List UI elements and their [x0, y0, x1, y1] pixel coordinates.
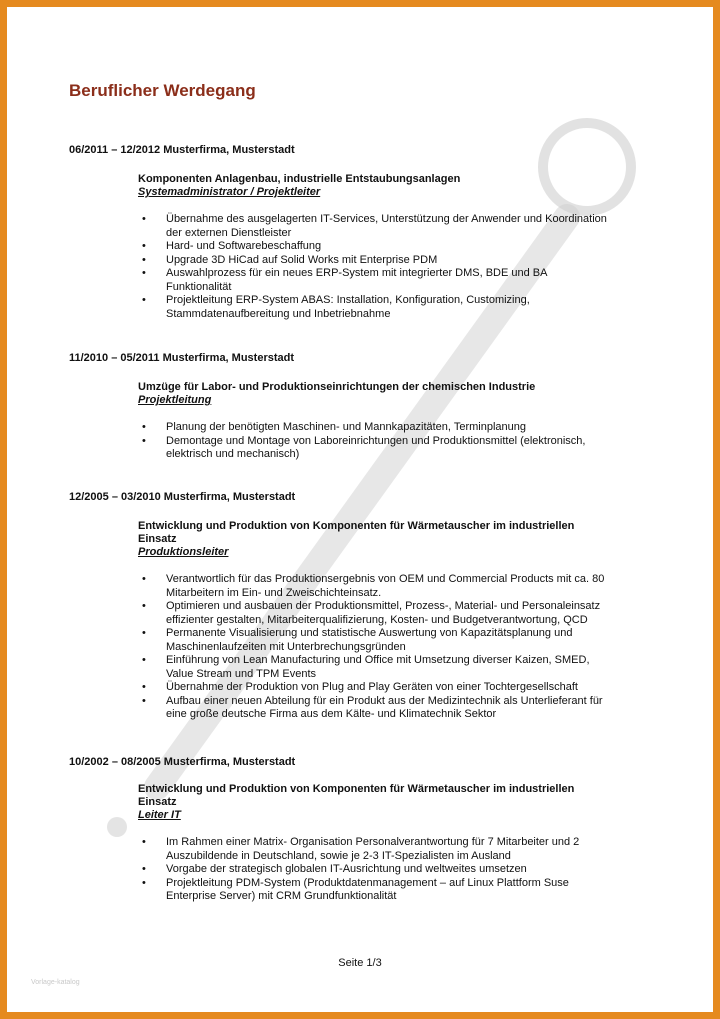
list-item: • Projektleitung ERP-System ABAS: Installation, Konfiguration, Customizing, Stammdatenaufbereitung und Inbetriebnahme — [138, 294, 659, 321]
job-role: Projektleitung — [138, 394, 212, 406]
job-entry — [69, 756, 659, 904]
job-bullet-list — [138, 573, 659, 722]
job-body — [138, 173, 659, 321]
list-item: • Projektleitung PDM-System (Produktdatenmanagement – auf Linux Plattform Suse Enterprise Server) mit CRM Grundfunktionalität — [138, 877, 659, 904]
job-role: Systemadministrator / Projektleiter — [138, 186, 321, 198]
job-role: Produktionsleiter — [138, 546, 229, 558]
job-title: Komponenten Anlagenbau, industrielle Entstaubungsanlagen — [138, 173, 461, 185]
list-item: • Optimieren und ausbauen der Produktionsmittel, Prozess-, Material- und Personaleinsatz effizienter gestalten, Mitarbeiterqualifizierung, Kosten- und Budgetverantwortung, QCD — [138, 600, 659, 627]
job-bullet-list — [138, 836, 659, 904]
list-item: • Verantwortlich für das Produktionsergebnis von OEM und Commercial Products mit ca. 80 Mitarbeitern im Ein- und Zweischichteinsatz. — [138, 573, 659, 600]
job-title: Umzüge für Labor- und Produktionseinrichtungen der chemischen Industrie — [138, 381, 536, 393]
job-title: Entwicklung und Produktion von Komponenten für Wärmetauscher im industriellen Einsatz — [138, 783, 575, 808]
job-entry — [69, 352, 659, 462]
section-heading: Beruflicher Werdegang — [69, 81, 256, 100]
list-item: • Planung der benötigten Maschinen- und Mannkapazitäten, Terminplanung — [138, 421, 659, 435]
page-number: Seite 1/3 — [338, 957, 382, 969]
corner-watermark-text: Vorlage-katalog — [31, 979, 80, 986]
job-date: 06/2011 – 12/2012 Musterfirma, Musterstadt — [69, 144, 295, 156]
list-item: • Auswahlprozess für ein neues ERP-System mit integrierter DMS, BDE und BA Funktionalität — [138, 267, 659, 294]
list-item: • Vorgabe der strategisch globalen IT-Ausrichtung und weltweites umsetzen — [138, 863, 659, 877]
list-item: • Im Rahmen einer Matrix- Organisation Personalverantwortung für 7 Mitarbeiter und 2 Auszubildende in Deutschland, sowie je 2-3 IT-Spezialisten im Ausland — [138, 836, 659, 863]
job-entry — [69, 491, 659, 722]
list-item: • Permanente Visualisierung und statistische Auswertung von Kapazitätsplanung und Maschinenlaufzeiten mit Unterbrechungsgründen — [138, 627, 659, 654]
list-item: • Einführung von Lean Manufacturing und Office mit Umsetzung diverser Kaizen, SMED, Value Stream und TPM Events — [138, 654, 659, 681]
list-item: • Übernahme der Produktion von Plug and Play Geräten von einer Tochtergesellschaft — [138, 681, 659, 695]
job-body — [138, 520, 659, 722]
list-item: • Demontage und Montage von Laboreinrichtungen und Produktionsmittel (elektronisch, elektrisch und mechanisch) — [138, 435, 659, 462]
page-frame — [7, 7, 713, 1012]
job-bullet-list — [138, 421, 659, 462]
list-item: • Übernahme des ausgelagerten IT-Services, Unterstützung der Anwender und Koordination der externen Dienstleister — [138, 213, 659, 240]
job-role: Leiter IT — [138, 809, 181, 821]
job-body — [138, 783, 659, 904]
job-date: 10/2002 – 08/2005 Musterfirma, Musterstadt — [69, 756, 296, 768]
job-date: 11/2010 – 05/2011 Musterfirma, Musterstadt — [69, 352, 295, 364]
job-body — [138, 381, 659, 462]
list-item: • Hard- und Softwarebeschaffung — [138, 240, 659, 254]
job-bullet-list — [138, 213, 659, 321]
list-item: • Aufbau einer neuen Abteilung für ein Produkt aus der Medizintechnik als Unterlieferant für eine große deutsche Firma aus dem Kälte- und Klimatechnik Sektor — [138, 695, 659, 722]
job-entry — [69, 144, 659, 321]
job-title: Entwicklung und Produktion von Komponenten für Wärmetauscher im industriellen Einsatz — [138, 520, 575, 545]
job-date: 12/2005 – 03/2010 Musterfirma, Musterstadt — [69, 491, 296, 503]
list-item: • Upgrade 3D HiCad auf Solid Works mit Enterprise PDM — [138, 254, 659, 268]
